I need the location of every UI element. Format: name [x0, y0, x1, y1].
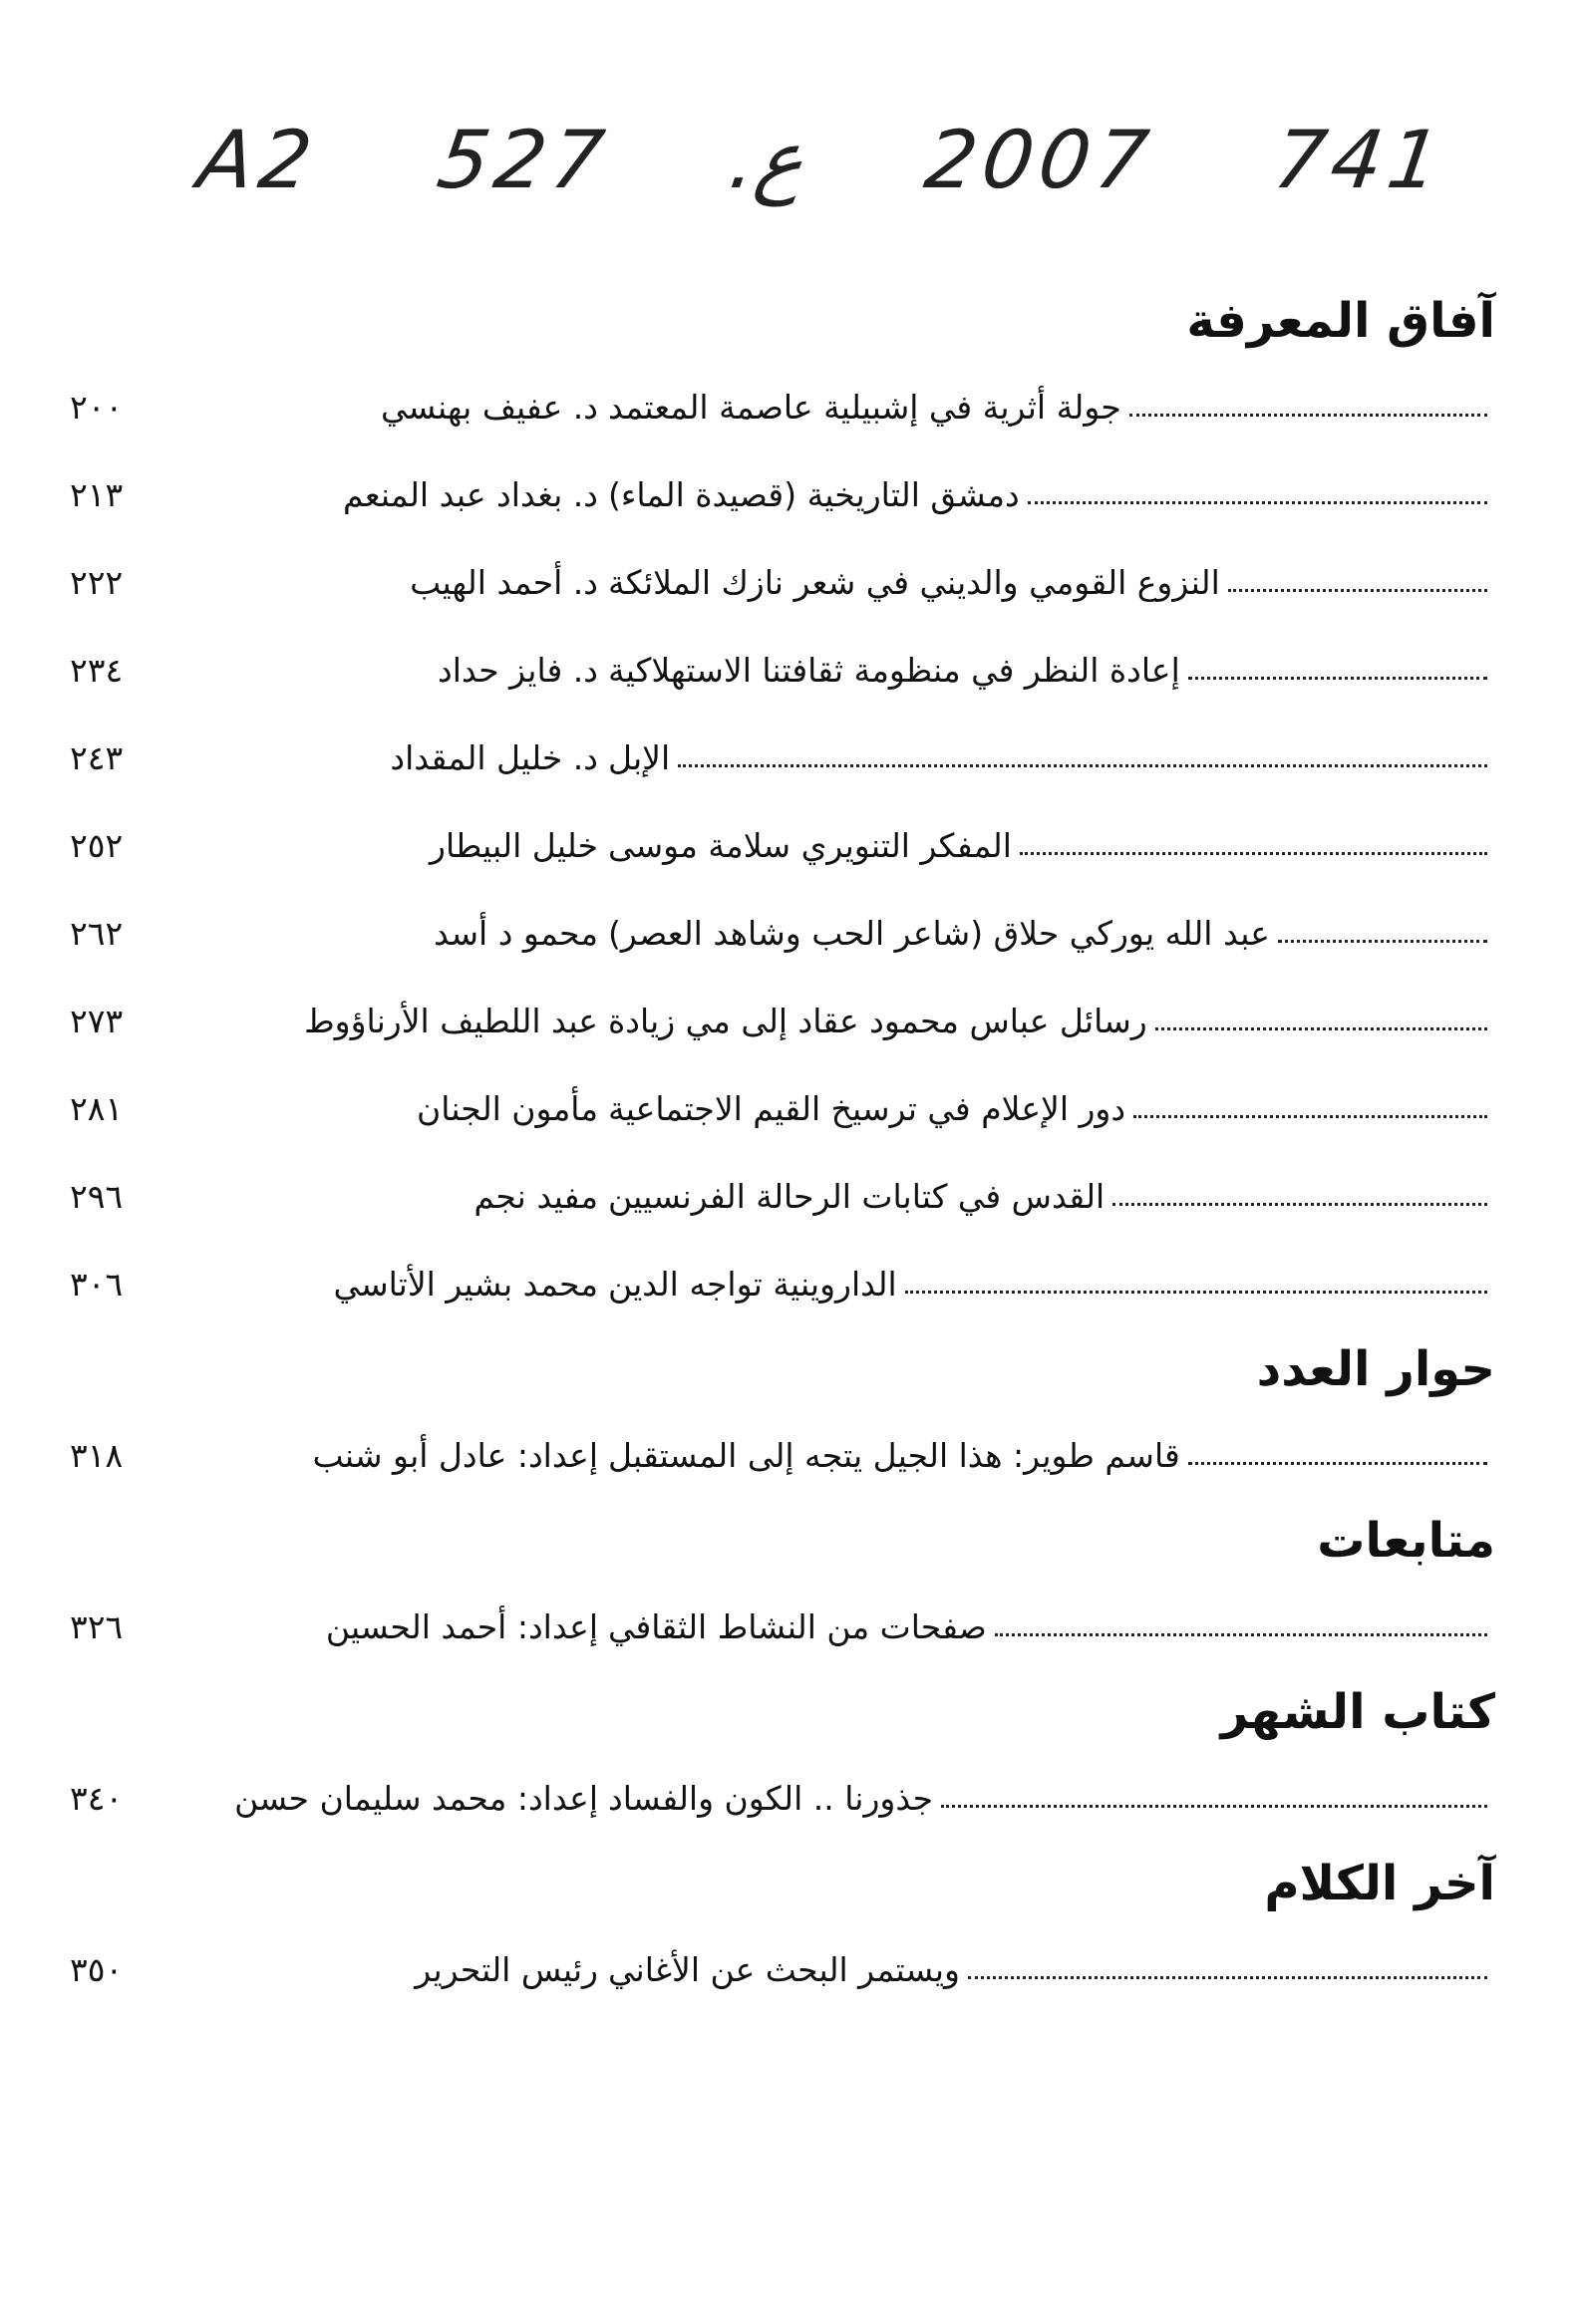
- entry-author: رئيس التحرير: [415, 1949, 598, 1989]
- entry-page-number: ٢٤٣: [70, 737, 124, 777]
- dot-leader: [995, 1633, 1487, 1636]
- entry-page-number: ٢٣٤: [70, 650, 124, 690]
- toc-entry: [60, 1240, 1495, 1327]
- section-akhir-alkalam: [60, 1842, 1495, 2013]
- toc-entry: [60, 801, 1495, 889]
- entry-page-number: ٣١٨: [70, 1435, 124, 1475]
- entry-title: جذورنا .. الكون والفساد: [608, 1778, 934, 1818]
- entry-title-cell: [608, 1436, 1495, 1475]
- entry-title-cell: [608, 1607, 1495, 1646]
- entry-page-number: ٣٢٦: [70, 1606, 124, 1646]
- dot-leader: [1129, 414, 1487, 417]
- entry-author: مأمون الجنان: [417, 1088, 598, 1128]
- section-hiwar-aladad: [60, 1327, 1495, 1499]
- toc-entry: [60, 714, 1495, 801]
- entry-page-number: ٢٠٠: [70, 387, 124, 427]
- entry-author: د. خليل المقداد: [390, 737, 598, 777]
- dot-leader: [1278, 940, 1487, 943]
- entry-title-cell: [608, 1779, 1495, 1818]
- dot-leader: [968, 1976, 1487, 1979]
- entry-page-number: ٢٦٢: [70, 913, 124, 953]
- entry-title: عبد الله يوركي حلاق (شاعر الحب وشاهد العصر): [608, 913, 1270, 953]
- toc-entry: [60, 1152, 1495, 1240]
- entry-author: محمو د أسد: [434, 913, 598, 953]
- entry-title: صفحات من النشاط الثقافي: [608, 1606, 987, 1646]
- entry-author: عبد اللطيف الأرناؤوط: [304, 1001, 598, 1040]
- entry-author: د. أحمد الهيب: [410, 562, 598, 602]
- toc-entry: [60, 538, 1495, 626]
- entry-title: قاسم طوير: هذا الجيل يتجه إلى المستقبل: [608, 1435, 1180, 1475]
- dot-leader: [905, 1291, 1487, 1294]
- entry-title: القدس في كتابات الرحالة الفرنسيين: [608, 1176, 1106, 1216]
- dot-leader: [1112, 1203, 1487, 1206]
- entry-title: جولة أثرية في إشبيلية عاصمة المعتمد: [608, 387, 1121, 427]
- entry-title: النزوع القومي والديني في شعر نازك الملائكة: [608, 562, 1220, 602]
- entry-author: خليل البيطار: [430, 825, 598, 865]
- entry-title-cell: [608, 826, 1495, 865]
- entry-page-number: ٣٤٠: [70, 1778, 124, 1818]
- dot-leader: [941, 1805, 1487, 1808]
- toc-entry: [60, 1583, 1495, 1670]
- entry-author: د. بغداد عبد المنعم: [342, 474, 598, 514]
- dot-leader: [1188, 1462, 1487, 1465]
- dot-leader: [1020, 852, 1487, 855]
- toc-entry: [60, 363, 1495, 450]
- entry-author: د. عفيف بهنسي: [381, 387, 598, 427]
- entry-page-number: ٢٧٣: [70, 1001, 124, 1040]
- toc-entry: [60, 1754, 1495, 1842]
- entry-title: دمشق التاريخية (قصيدة الماء): [608, 474, 1020, 514]
- entry-title-cell: [608, 388, 1495, 427]
- entry-title-cell: [608, 1177, 1495, 1216]
- dot-leader: [1155, 1027, 1487, 1030]
- entry-page-number: ٢٢٢: [70, 562, 124, 602]
- entry-author: إعداد: محمد سليمان حسن: [234, 1778, 598, 1818]
- section-heading: متابعات: [1317, 1513, 1495, 1569]
- annotation-part: A2: [192, 113, 324, 206]
- entry-title-cell: [608, 1002, 1495, 1040]
- section-heading: آخر الكلام: [1264, 1856, 1495, 1911]
- annotation-part: 741: [1268, 113, 1452, 206]
- entry-title-cell: [608, 914, 1495, 953]
- dot-leader: [1133, 1115, 1487, 1118]
- entry-title-cell: [608, 1950, 1495, 1989]
- entry-author: محمد بشير الأتاسي: [333, 1264, 598, 1304]
- dot-leader: [1228, 589, 1487, 592]
- toc-entry: [60, 1411, 1495, 1499]
- toc-entry: [60, 889, 1495, 977]
- entry-title-cell: [608, 475, 1495, 514]
- section-mutabaat: [60, 1499, 1495, 1670]
- toc-entry: [60, 977, 1495, 1064]
- table-of-contents: [60, 279, 1495, 2013]
- section-heading: حوار العدد: [1256, 1341, 1495, 1397]
- entry-page-number: ٣٥٠: [70, 1949, 124, 1989]
- entry-author: إعداد: عادل أبو شنب: [312, 1435, 598, 1475]
- annotation-part: 527: [432, 113, 616, 206]
- toc-entry: [60, 1064, 1495, 1152]
- entry-title: المفكر التنويري سلامة موسى: [608, 825, 1012, 865]
- entry-page-number: ٢٨١: [70, 1088, 124, 1128]
- entry-title: الداروينية تواجه الدين: [608, 1264, 897, 1304]
- entry-title: رسائل عباس محمود عقاد إلى مي زيادة: [608, 1001, 1147, 1040]
- section-heading: آفاق المعرفة: [1186, 293, 1495, 349]
- section-heading: كتاب الشهر: [1220, 1684, 1495, 1740]
- entry-page-number: ٢٩٦: [70, 1176, 124, 1216]
- entry-author: د. فايز حداد: [438, 650, 598, 690]
- section-kitab-alshahr: [60, 1670, 1495, 1842]
- dot-leader: [678, 764, 1487, 767]
- entry-page-number: ٢٥٢: [70, 825, 124, 865]
- toc-entry: [60, 450, 1495, 538]
- annotation-part: 2007: [919, 113, 1160, 206]
- annotation-part: .ع: [724, 113, 811, 206]
- toc-entry: [60, 1925, 1495, 2013]
- section-afaq-almarifa: [60, 279, 1495, 1327]
- entry-title: ويستمر البحث عن الأغاني: [608, 1949, 960, 1989]
- entry-title: إعادة النظر في منظومة ثقافتنا الاستهلاكية: [608, 650, 1180, 690]
- entry-page-number: ٢١٣: [70, 474, 124, 514]
- entry-title-cell: [608, 651, 1495, 690]
- entry-author: إعداد: أحمد الحسين: [325, 1606, 598, 1646]
- dot-leader: [1188, 677, 1487, 680]
- entry-author: مفيد نجم: [474, 1176, 598, 1216]
- handwritten-call-number: [192, 100, 1452, 219]
- toc-entry: [60, 626, 1495, 714]
- entry-title: الإبل: [608, 737, 671, 777]
- entry-title-cell: [608, 1089, 1495, 1128]
- entry-title: دور الإعلام في ترسيخ القيم الاجتماعية: [608, 1088, 1126, 1128]
- entry-title-cell: [608, 1265, 1495, 1304]
- dot-leader: [1028, 501, 1487, 504]
- entry-title-cell: [608, 738, 1495, 777]
- entry-title-cell: [608, 563, 1495, 602]
- entry-page-number: ٣٠٦: [70, 1264, 124, 1304]
